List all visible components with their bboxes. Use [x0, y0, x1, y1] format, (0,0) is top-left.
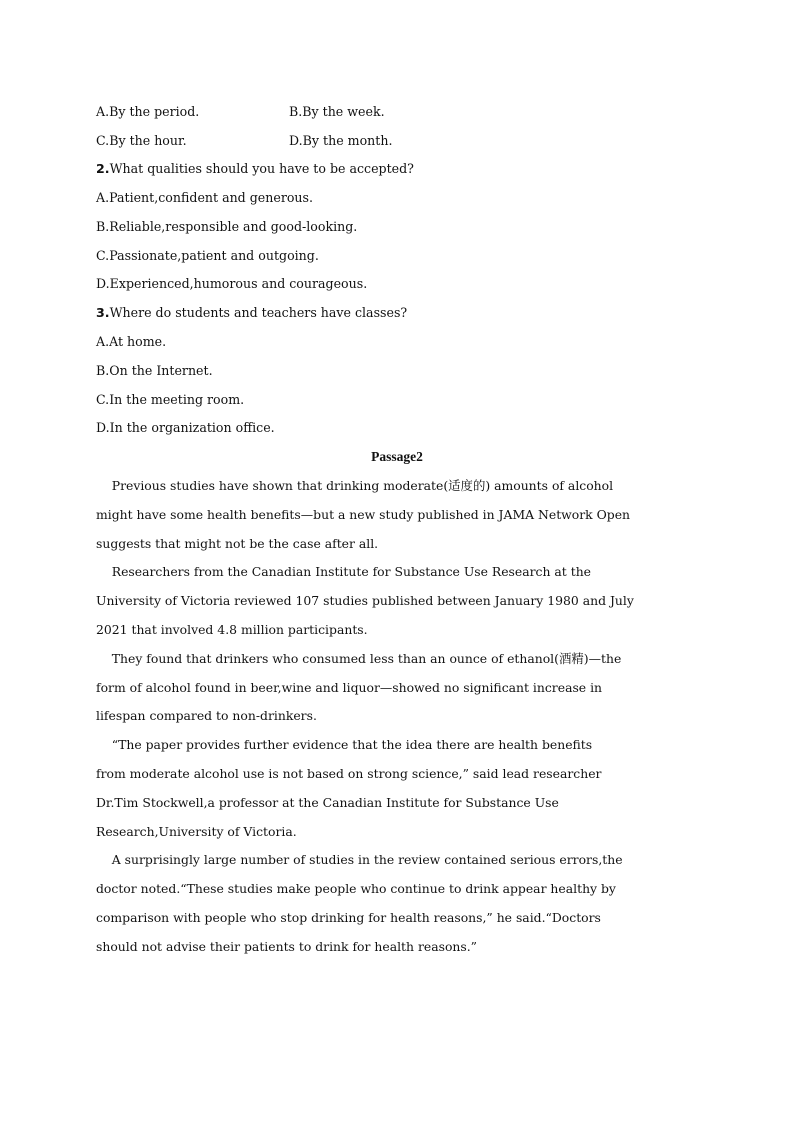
- q2-option-d: D.Experienced,humorous and courageous.: [96, 276, 368, 291]
- passage-line: form of alcohol found in beer,wine and liquor—showed no significant increase in: [96, 680, 603, 695]
- passage-line: should not advise their patients to drink for health reasons.”: [96, 939, 478, 954]
- passage-line: might have some health benefits—but a new study published in JAMA Network Open: [96, 507, 631, 522]
- question-2-stem: [96, 161, 414, 177]
- passage-line: suggests that might not be the case after all.: [96, 536, 379, 551]
- passage-line: A surprisingly large number of studies in the review contained serious errors,the: [96, 852, 623, 867]
- q2-option-b: B.Reliable,responsible and good-looking.: [96, 219, 358, 234]
- q3-option-d: D.In the organization office.: [96, 420, 275, 435]
- q2-option-c: C.Passionate,patient and outgoing.: [96, 248, 319, 263]
- q3-option-b: B.On the Internet.: [96, 363, 213, 378]
- q1-option-b: B.By the week.: [289, 104, 385, 119]
- question-number: 2.: [96, 161, 110, 176]
- passage-line: doctor noted.“These studies make people who continue to drink appear healthy by: [96, 881, 616, 896]
- passage-line: University of Victoria reviewed 107 studies published between January 1980 and July: [96, 593, 634, 608]
- question-text: What qualities should you have to be accepted?: [109, 161, 414, 176]
- passage-line: comparison with people who stop drinking for health reasons,” he said.“Doctors: [96, 910, 601, 925]
- passage-line: from moderate alcohol use is not based on strong science,” said lead researcher: [96, 766, 602, 781]
- passage-line: Dr.Tim Stockwell,a professor at the Canadian Institute for Substance Use: [96, 795, 559, 810]
- passage-line: lifespan compared to non-drinkers.: [96, 708, 317, 723]
- question-number: 3.: [96, 305, 110, 320]
- question-3-stem: [96, 305, 407, 321]
- passage-line: Researchers from the Canadian Institute for Substance Use Research at the: [96, 564, 592, 579]
- passage-line: Previous studies have shown that drinking moderate(适度的) amounts of alcohol: [96, 478, 614, 493]
- q3-option-a: A.At home.: [96, 334, 167, 349]
- passage-heading: Passage2: [371, 449, 423, 464]
- q1-option-d: D.By the month.: [289, 133, 393, 148]
- q1-option-a: A.By the period.: [96, 104, 200, 119]
- passage-line: Research,University of Victoria.: [96, 824, 297, 839]
- q1-option-c: C.By the hour.: [96, 133, 187, 148]
- passage-line: They found that drinkers who consumed less than an ounce of ethanol(酒精)—the: [96, 651, 622, 666]
- question-text: Where do students and teachers have classes?: [109, 305, 408, 320]
- passage-line: “The paper provides further evidence that the idea there are health benefits: [96, 737, 593, 752]
- q3-option-c: C.In the meeting room.: [96, 392, 245, 407]
- passage-line: 2021 that involved 4.8 million participants.: [96, 622, 368, 637]
- q2-option-a: A.Patient,confident and generous.: [96, 190, 314, 205]
